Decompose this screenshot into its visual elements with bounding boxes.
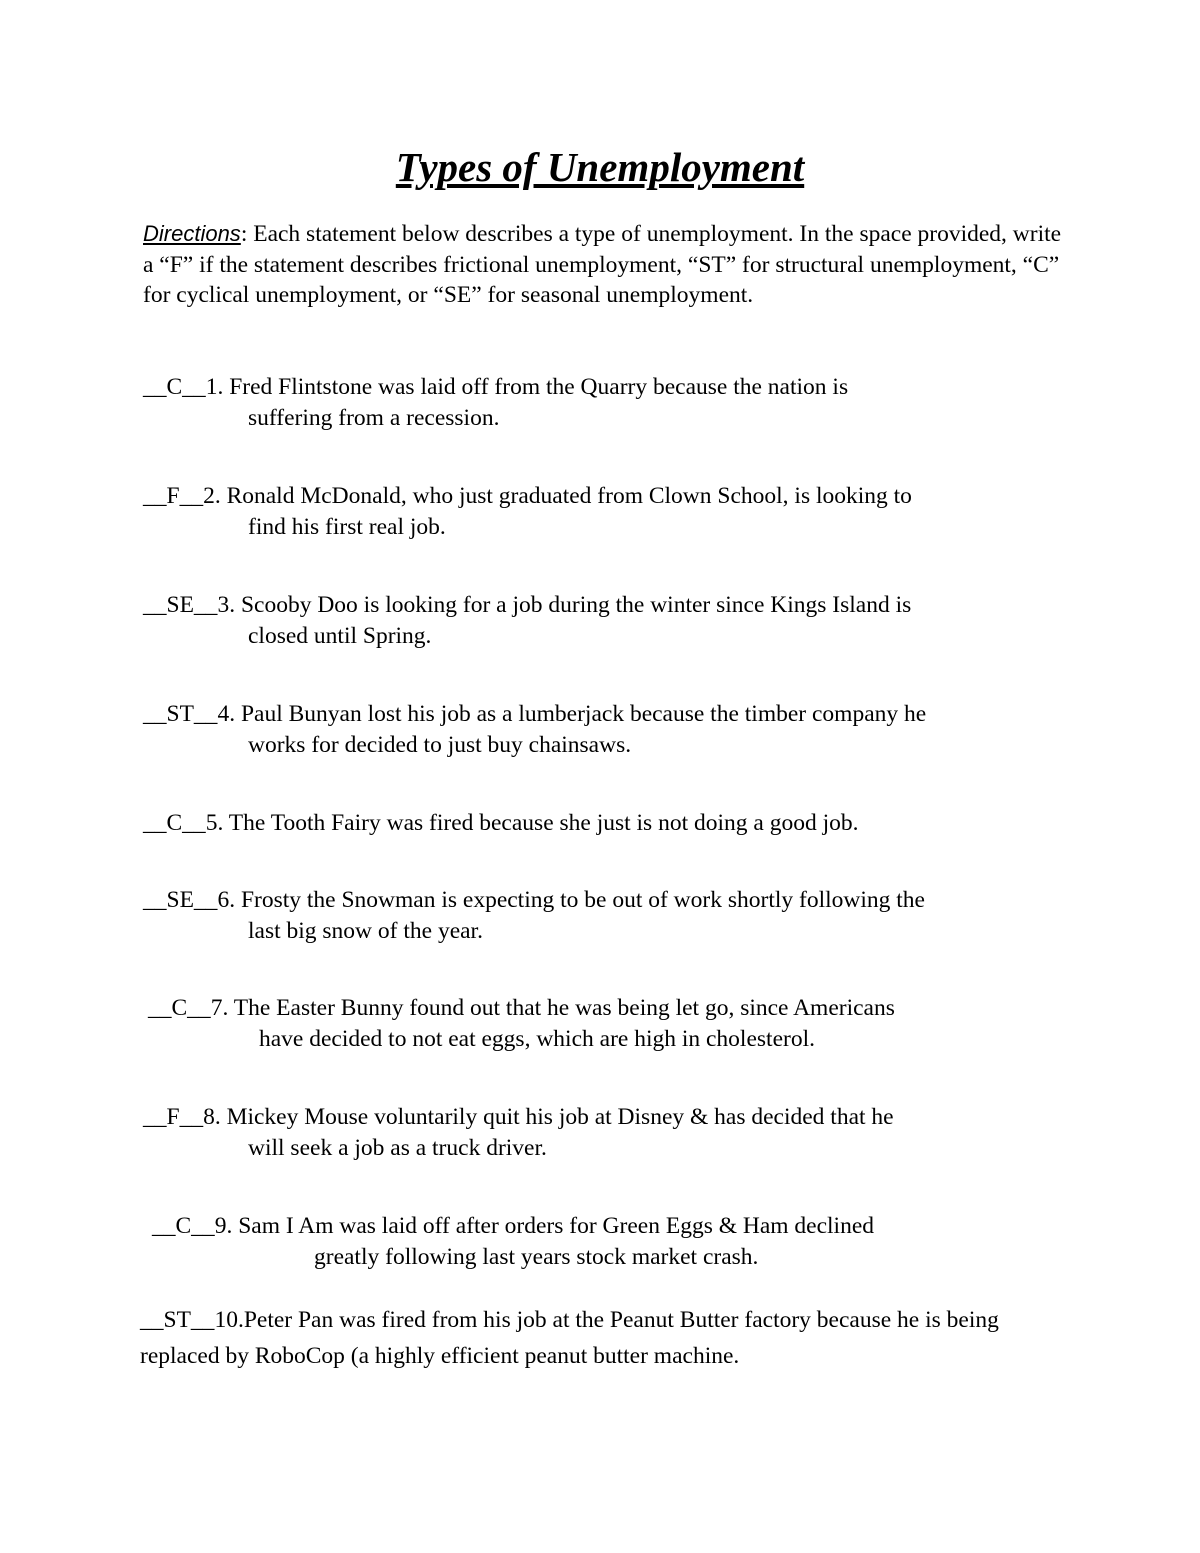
question-number: 3. [217,592,236,618]
question-1 [143,372,848,434]
question-text: Frosty the Snowman is expecting to be out of work shortly following the [235,887,925,913]
question-text: The Tooth Fairy was fired because she just is not doing a good job. [223,810,859,836]
question-number: 10. [214,1307,244,1333]
question-text-continued: suffering from a recession. [248,405,500,431]
question-4 [143,699,926,761]
question-number: 1. [205,374,224,400]
question-text: The Easter Bunny found out that he was being let go, since Americans [228,995,895,1021]
question-text: Mickey Mouse voluntarily quit his job at Disney & has decided that he [220,1104,894,1130]
page-title: Types of Unemployment [395,144,805,190]
question-text: Paul Bunyan lost his job as a lumberjack because the timber company he [235,701,927,727]
question-text-continued: last big snow of the year. [248,918,483,944]
question-7 [148,993,895,1055]
question-text-continued: closed until Spring. [248,623,432,649]
question-text-continued: will seek a job as a truck driver. [248,1135,547,1161]
answer-blank[interactable]: __F__ [143,483,204,509]
question-text-continued: have decided to not eat eggs, which are high in cholesterol. [259,1026,815,1052]
question-number: 6. [217,887,236,913]
question-8 [143,1102,894,1164]
question-text-continued: works for decided to just buy chainsaws. [248,732,632,758]
question-number: 2. [203,483,221,509]
question-text: Scooby Doo is looking for a job during the winter since Kings Island is [235,592,912,618]
answer-blank[interactable]: __C__ [143,810,206,836]
question-number: 7. [210,995,229,1021]
answer-blank[interactable]: __SE__ [143,592,218,618]
answer-blank[interactable]: __C__ [143,374,206,400]
question-10 [140,1302,1080,1374]
question-3 [143,590,911,652]
directions-text: : Each statement below describes a type of unemployment. In the space provided, write a “F” if the statement describes frictional unemployment, “ST” for structural unemployment, “C” for cyclical unemployment, or “SE” for seasonal unemployment. [143,221,1062,308]
answer-blank[interactable]: __C__ [152,1213,215,1239]
question-text: Ronald McDonald, who just graduated from Clown School, is looking to [220,483,912,509]
question-text: Sam I Am was laid off after orders for Green Eggs & Ham declined [232,1213,875,1239]
question-text: Peter Pan was fired from his job at the Peanut Butter factory because he is being replaced by RoboCop (a highly efficient peanut butter machine. [140,1307,999,1369]
question-6 [143,885,925,947]
question-2 [143,481,912,543]
answer-blank[interactable]: __SE__ [143,887,218,913]
directions-paragraph [143,219,1063,311]
question-text-continued: greatly following last years stock market crash. [314,1244,759,1270]
question-text: Fred Flintstone was laid off from the Quarry because the nation is [223,374,849,400]
question-number: 5. [205,810,224,836]
question-number: 8. [203,1104,221,1130]
answer-blank[interactable]: __ST__ [143,701,218,727]
question-text-continued: find his first real job. [248,514,446,540]
question-9 [152,1211,874,1273]
answer-blank[interactable]: __ST__ [140,1307,215,1333]
answer-blank[interactable]: __F__ [143,1104,204,1130]
directions-label: Directions [143,221,241,246]
answer-blank[interactable]: __C__ [148,995,211,1021]
question-number: 4. [217,701,236,727]
question-number: 9. [214,1213,233,1239]
question-5 [143,808,858,839]
